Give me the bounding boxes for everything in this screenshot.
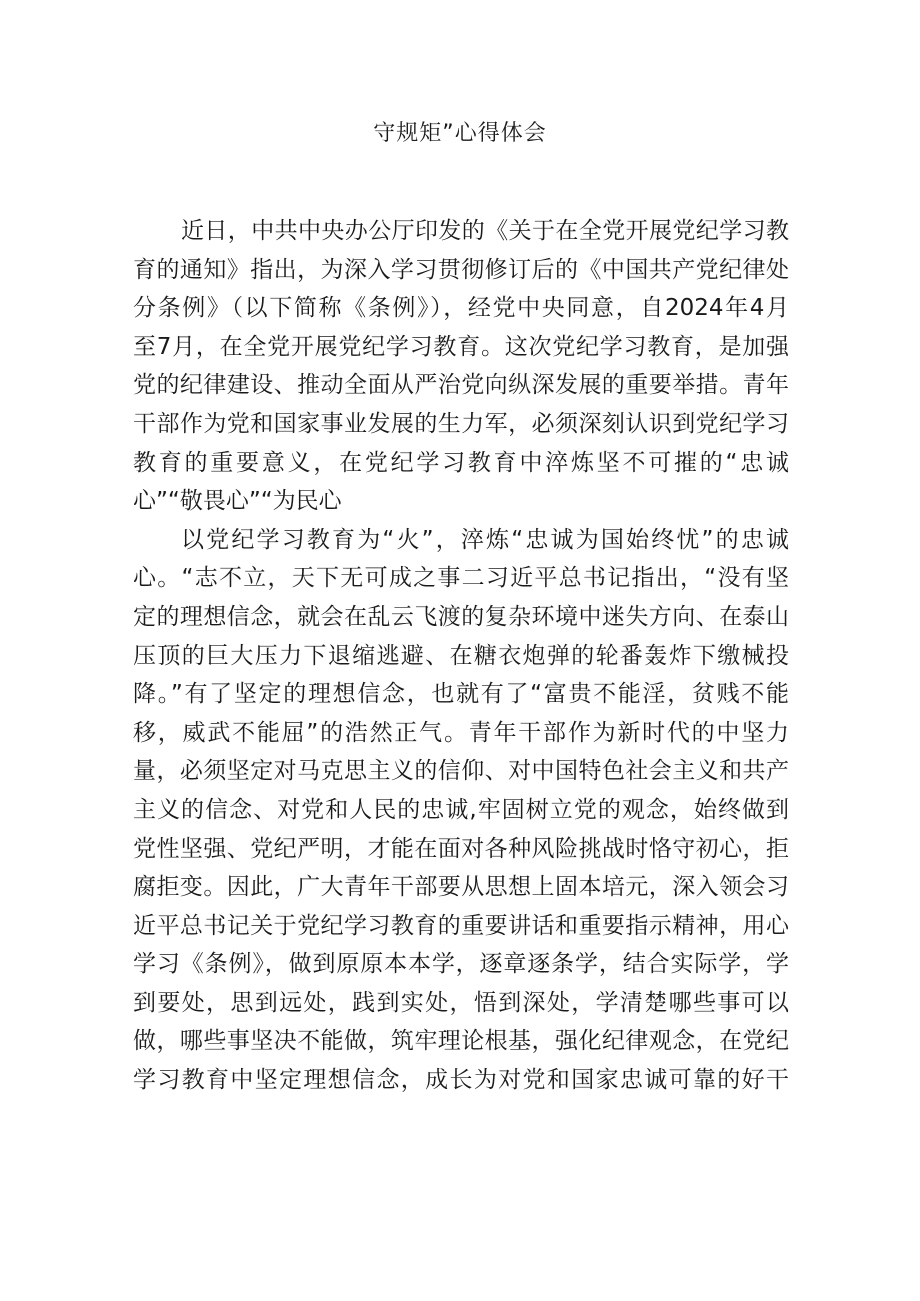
paragraph-2-line-10: 腐拒变。因此，广大青年干部要从思想上固本培元，深入领会习	[133, 874, 789, 901]
paragraph-1-line-5: 党的纪律建设、推动全面从严治党向纵深发展的重要举措。青年	[133, 372, 789, 399]
paragraph-1-line-6: 干部作为党和国家事业发展的生力军，必须深刻认识到党纪学习	[133, 410, 789, 437]
paragraph-2-line-5: 降。”有了坚定的理想信念，也就有了“富贵不能淫，贫贱不能	[133, 681, 789, 708]
paragraph-2-line-1: 以党纪学习教育为“火”，淬炼“忠诚为国始终忧”的忠诚	[181, 526, 789, 553]
paragraph-1-line-7: 教育的重要意义，在党纪学习教育中淬炼坚不可摧的“忠诚	[133, 449, 789, 476]
paragraph-2-line-11: 近平总书记关于党纪学习教育的重要讲话和重要指示精神，用心	[133, 912, 789, 939]
paragraph-1-line-2: 育的通知》指出，为深入学习贯彻修订后的《中国共产党纪律处	[133, 256, 789, 283]
paragraph-2-line-6: 移，威武不能屈”的浩然正气。青年干部作为新时代的中坚力	[133, 719, 789, 746]
paragraph-2-line-13: 到要处，思到远处，践到实处，悟到深处，学清楚哪些事可以	[133, 989, 789, 1016]
paragraph-2-line-7: 量，必须坚定对马克思主义的信仰、对中国特色社会主义和共产	[133, 758, 789, 785]
paragraph-2-line-4: 压顶的巨大压力下退缩逃避、在糖衣炮弹的轮番轰炸下缴械投	[133, 642, 789, 669]
paragraph-2-line-8: 主义的信念、对党和人民的忠诚,牢固树立党的观念，始终做到	[133, 796, 789, 823]
paragraph-2-line-9: 党性坚强、党纪严明，才能在面对各种风险挑战时恪守初心，拒	[133, 835, 789, 862]
paragraph-1-line-1: 近日，中共中央办公厅印发的《关于在全党开展党纪学习教	[181, 218, 789, 244]
paragraph-2-line-3: 定的理想信念，就会在乱云飞渡的复杂环境中迷失方向、在泰山	[133, 603, 789, 630]
paragraph-2-line-12: 学习《条例》，做到原原本本学，逐章逐条学，结合实际学，学	[133, 951, 789, 978]
paragraph-1-line-8: 心”“敬畏心”“为民心	[133, 488, 342, 515]
paragraph-2-line-15: 学习教育中坚定理想信念，成长为对党和国家忠诚可靠的好干	[133, 1067, 789, 1094]
document-title: 守规矩”心得体会	[373, 121, 547, 146]
paragraph-1-line-3: 分条例》（以下简称《条例》），经党中央同意，自2024年4月	[133, 295, 789, 322]
document-body	[133, 212, 789, 1100]
paragraph-2-line-2: 心。“志不立，天下无可成之事二习近平总书记指出，“没有坚	[133, 565, 789, 592]
paragraph-2-line-14: 做，哪些事坚决不能做，筑牢理论根基，强化纪律观念，在党纪	[133, 1028, 789, 1055]
paragraph-1-line-4: 至7月，在全党开展党纪学习教育。这次党纪学习教育，是加强	[133, 333, 789, 360]
